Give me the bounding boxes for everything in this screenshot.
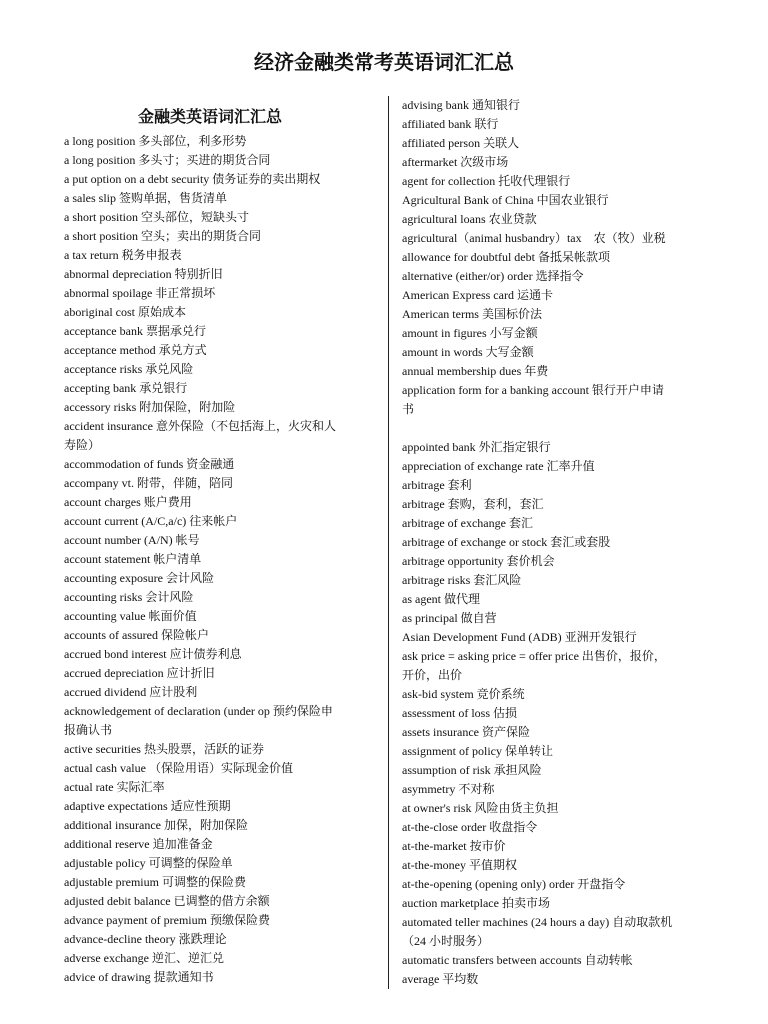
vocabulary-entry: as agent 做代理 (402, 592, 480, 606)
vocabulary-entry: average 平均数 (402, 972, 479, 986)
vocabulary-entry: arbitrage 套购，套利，套汇 (402, 497, 544, 511)
vocabulary-entry: arbitrage 套利 (402, 478, 472, 492)
section-title: 金融类英语词汇汇总 (138, 107, 283, 126)
vocabulary-entry: automatic transfers between accounts 自动转帐 (402, 953, 633, 967)
vocabulary-entry: account charges 账户费用 (64, 495, 192, 509)
vocabulary-entry: assumption of risk 承担风险 (402, 763, 542, 777)
right-column (402, 96, 702, 989)
vocabulary-entry: assignment of policy 保单转让 (402, 744, 553, 758)
vocabulary-entry: account statement 帐户清单 (64, 552, 202, 566)
vocabulary-entry: accrued dividend 应计股利 (64, 685, 198, 699)
vocabulary-entry: adjustable premium 可调整的保险费 (64, 875, 246, 889)
vocabulary-entry: American terms 美国标价法 (402, 307, 542, 321)
vocabulary-entry: additional insurance 加保，附加保险 (64, 818, 248, 832)
vocabulary-entry: asymmetry 不对称 (402, 782, 495, 796)
vocabulary-entry: a sales slip 签购单据，售货清单 (64, 191, 227, 205)
vocabulary-entry: arbitrage of exchange 套汇 (402, 516, 533, 530)
vocabulary-entry: arbitrage of exchange or stock 套汇或套股 (402, 535, 611, 549)
vocabulary-entry: at-the-opening (opening only) order 开盘指令 (402, 877, 626, 891)
vocabulary-entry: acceptance method 承兑方式 (64, 343, 207, 357)
vocabulary-entry: accompany vt. 附带，伴随，陪同 (64, 476, 233, 490)
vocabulary-entry: accrued bond interest 应计债券利息 (64, 647, 242, 661)
vocabulary-entry: active securities 热头股票，活跃的证券 (64, 742, 264, 756)
vocabulary-entry: auction marketplace 拍卖市场 (402, 896, 550, 910)
vocabulary-entry: at owner's risk 风险由货主负担 (402, 801, 559, 815)
vocabulary-entry: annual membership dues 年费 (402, 364, 549, 378)
page-title: 经济金融类常考英语词汇汇总 (254, 50, 514, 74)
vocabulary-entry: 开价，出价 (402, 668, 463, 682)
vocabulary-entry: affiliated bank 联行 (402, 117, 499, 131)
vocabulary-entry: adverse exchange 逆汇、逆汇兑 (64, 951, 224, 965)
vocabulary-entry: actual rate 实际汇率 (64, 780, 165, 794)
vocabulary-entry: Asian Development Fund (ADB) 亚洲开发银行 (402, 630, 637, 644)
vocabulary-entry: a tax return 税务申报表 (64, 248, 182, 262)
vocabulary-list-right (402, 96, 702, 989)
vocabulary-entry: appreciation of exchange rate 汇率升值 (402, 459, 595, 473)
vocabulary-entry: adjustable policy 可调整的保险单 (64, 856, 233, 870)
vocabulary-entry: accounting risks 会计风险 (64, 590, 194, 604)
vocabulary-entry: accounts of assured 保险帐户 (64, 628, 209, 642)
vocabulary-entry: arbitrage opportunity 套价机会 (402, 554, 555, 568)
vocabulary-entry: accrued depreciation 应计折旧 (64, 666, 215, 680)
vocabulary-entry: account number (A/N) 帐号 (64, 533, 200, 547)
vocabulary-entry: at-the-money 平值期权 (402, 858, 517, 872)
vocabulary-entry: 报确认书 (64, 723, 113, 737)
vocabulary-entry: accounting value 帐面价值 (64, 609, 197, 623)
vocabulary-entry: amount in figures 小写金额 (402, 326, 538, 340)
vocabulary-entry: acceptance risks 承兑风险 (64, 362, 194, 376)
vocabulary-entry: alternative (either/or) order 选择指令 (402, 269, 584, 283)
vocabulary-list-left (64, 132, 382, 987)
vocabulary-entry: agricultural（animal husbandry）tax 农（牧）业税 (402, 231, 666, 245)
vocabulary-entry: application form for a banking account 银行开户申请 (402, 383, 664, 397)
left-column (64, 96, 382, 987)
vocabulary-entry: 寿险） (64, 438, 101, 452)
vocabulary-entry: accessory risks 附加保险，附加险 (64, 400, 236, 414)
vocabulary-entry: acceptance bank 票据承兑行 (64, 324, 206, 338)
vocabulary-entry: accounting exposure 会计风险 (64, 571, 214, 585)
vocabulary-entry: a short position 空头；卖出的期货合同 (64, 229, 261, 243)
vocabulary-entry: agricultural loans 农业贷款 (402, 212, 537, 226)
vocabulary-entry: arbitrage risks 套汇风险 (402, 573, 522, 587)
vocabulary-entry: a put option on a debt security 债务证券的卖出期权 (64, 172, 321, 186)
vocabulary-entry: advance payment of premium 预缴保险费 (64, 913, 270, 927)
vocabulary-entry: American Express card 运通卡 (402, 288, 553, 302)
vocabulary-entry: acknowledgement of declaration (under op 预约保险申 (64, 704, 333, 718)
vocabulary-entry: adjusted debit balance 已调整的借方余额 (64, 894, 270, 908)
vocabulary-entry: a short position 空头部位，短缺头寸 (64, 210, 249, 224)
vocabulary-entry: affiliated person 关联人 (402, 136, 520, 150)
vocabulary-entry: Agricultural Bank of China 中国农业银行 (402, 193, 609, 207)
vocabulary-entry: assets insurance 资产保险 (402, 725, 530, 739)
vocabulary-entry: advance-decline theory 涨跌理论 (64, 932, 227, 946)
vocabulary-entry: accommodation of funds 资金融通 (64, 457, 235, 471)
vocabulary-entry: abnormal spoilage 非正常损坏 (64, 286, 216, 300)
vocabulary-entry: advice of drawing 提款通知书 (64, 970, 214, 984)
vocabulary-entry: a long position 多头部位，利多形势 (64, 134, 247, 148)
vocabulary-entry: agent for collection 托收代理银行 (402, 174, 571, 188)
vocabulary-entry: as principal 做自营 (402, 611, 497, 625)
vocabulary-entry: accepting bank 承兑银行 (64, 381, 188, 395)
column-divider (388, 96, 389, 989)
vocabulary-entry: amount in words 大写金额 (402, 345, 534, 359)
vocabulary-entry: accident insurance 意外保险（不包括海上，火灾和人 (64, 419, 336, 433)
vocabulary-entry: abnormal depreciation 特别折旧 (64, 267, 223, 281)
vocabulary-entry: at-the-market 按市价 (402, 839, 506, 853)
vocabulary-entry (402, 419, 702, 438)
vocabulary-entry: ask price = asking price = offer price 出售价，报价， (402, 649, 666, 663)
vocabulary-entry: adaptive expectations 适应性预期 (64, 799, 231, 813)
vocabulary-entry: a long position 多头寸；买进的期货合同 (64, 153, 271, 167)
vocabulary-entry: automated teller machines (24 hours a day) 自动取款机 (402, 915, 673, 929)
vocabulary-entry: allowance for doubtful debt 备抵呆帐款项 (402, 250, 610, 264)
vocabulary-entry: assessment of loss 估损 (402, 706, 517, 720)
vocabulary-entry: （24 小时服务） (402, 934, 490, 948)
vocabulary-entry: additional reserve 追加准备金 (64, 837, 213, 851)
vocabulary-entry: ask-bid system 竞价系统 (402, 687, 525, 701)
vocabulary-entry: actual cash value （保险用语）实际现金价值 (64, 761, 293, 775)
vocabulary-entry: aftermarket 次级市场 (402, 155, 509, 169)
vocabulary-entry: 书 (402, 402, 415, 416)
vocabulary-entry: at-the-close order 收盘指令 (402, 820, 538, 834)
vocabulary-entry: account current (A/C,a/c) 往来帐户 (64, 514, 238, 528)
vocabulary-entry: appointed bank 外汇指定银行 (402, 440, 551, 454)
vocabulary-entry: advising bank 通知银行 (402, 98, 520, 112)
vocabulary-entry: aboriginal cost 原始成本 (64, 305, 186, 319)
